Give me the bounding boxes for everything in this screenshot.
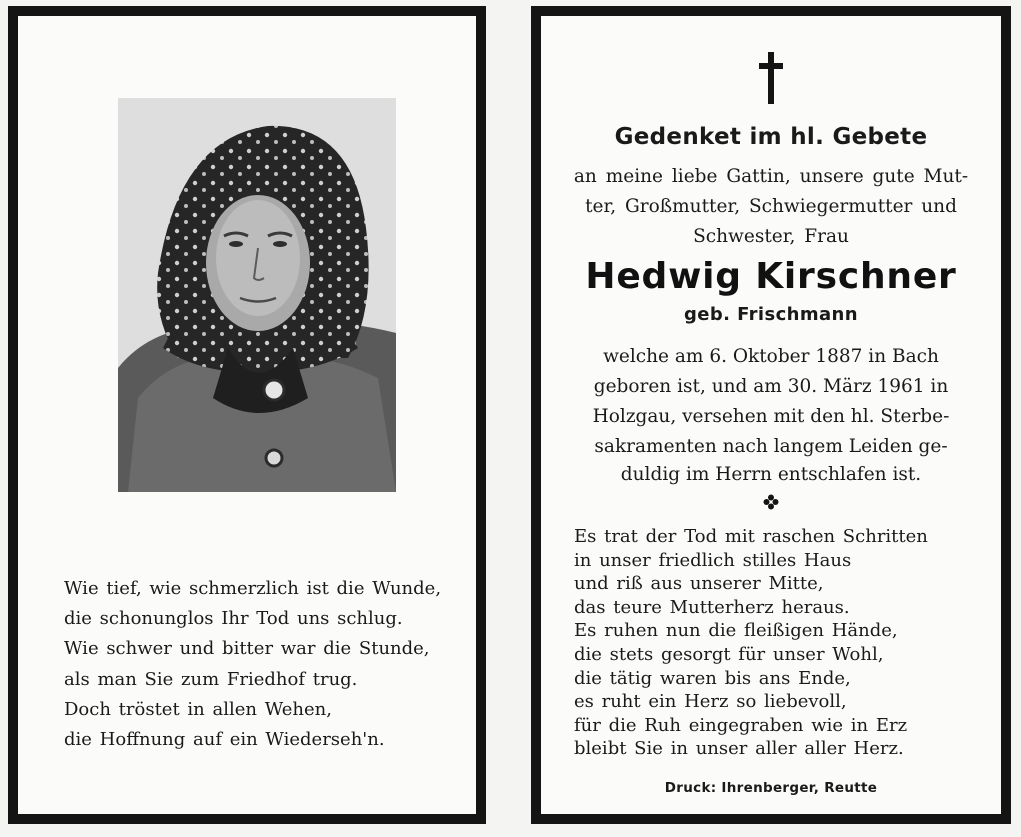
intro-line: an meine liebe Gattin, unsere gute Mut- bbox=[573, 166, 969, 187]
poem-line: Wie schwer und bitter war die Stunde, bbox=[64, 638, 430, 660]
poem-line: Wie tief, wie schmerzlich ist die Wunde, bbox=[64, 578, 442, 599]
intro-line: Schwester, Frau bbox=[693, 226, 849, 247]
poem-line: in unser friedlich stilles Haus bbox=[574, 549, 852, 571]
poem-line: die tätig waren bis ans Ende, bbox=[574, 667, 851, 689]
detail-line: geboren ist, und am 30. März 1961 in bbox=[593, 376, 949, 397]
intro-line: ter, Großmutter, Schwiegermutter und bbox=[585, 196, 957, 217]
poem-line: und riß aus unserer Mitte, bbox=[574, 573, 824, 595]
poem-line: als man Sie zum Friedhof trug. bbox=[64, 668, 358, 690]
poem-line: es ruht ein Herz so liebevoll, bbox=[574, 691, 847, 713]
portrait-photo bbox=[118, 98, 396, 492]
right-poem bbox=[574, 525, 994, 761]
poem-line: Es ruhen nun die fleißigen Hände, bbox=[574, 620, 898, 642]
detail-line: duldig im Herrn entschlafen ist. bbox=[620, 464, 922, 485]
poem-line: Doch tröstet in allen Wehen, bbox=[64, 698, 332, 720]
poem-line: die schonunglos Ihr Tod uns schlug. bbox=[64, 608, 403, 630]
deceased-name: Hedwig Kirschner bbox=[585, 256, 957, 297]
memorial-card-right bbox=[531, 6, 1011, 824]
memorial-card-left bbox=[8, 6, 486, 824]
detail-line: Holzgau, versehen mit den hl. Sterbe- bbox=[592, 406, 950, 427]
poem-line: das teure Mutterherz heraus. bbox=[574, 596, 850, 618]
poem-line: die Hoffnung auf ein Wiederseh'n. bbox=[64, 729, 385, 751]
left-poem bbox=[64, 574, 464, 755]
poem-line: die stets gesorgt für unser Wohl, bbox=[574, 643, 884, 665]
poem-line: bleibt Sie in unser aller aller Herz. bbox=[574, 738, 904, 760]
detail-line: welche am 6. Oktober 1887 in Bach bbox=[603, 346, 939, 367]
poem-line: für die Ruh eingegraben wie in Erz bbox=[574, 714, 908, 736]
printer-credit: Druck: Ihrenberger, Reutte bbox=[664, 780, 878, 796]
poem-line: Es trat der Tod mit raschen Schritten bbox=[574, 526, 928, 547]
detail-line: sakramenten nach langem Leiden ge- bbox=[594, 436, 948, 457]
heading: Gedenket im hl. Gebete bbox=[614, 124, 928, 150]
maiden-name: geb. Frischmann bbox=[683, 304, 858, 325]
ornament-icon bbox=[541, 494, 1001, 510]
cross-icon bbox=[541, 50, 1001, 106]
